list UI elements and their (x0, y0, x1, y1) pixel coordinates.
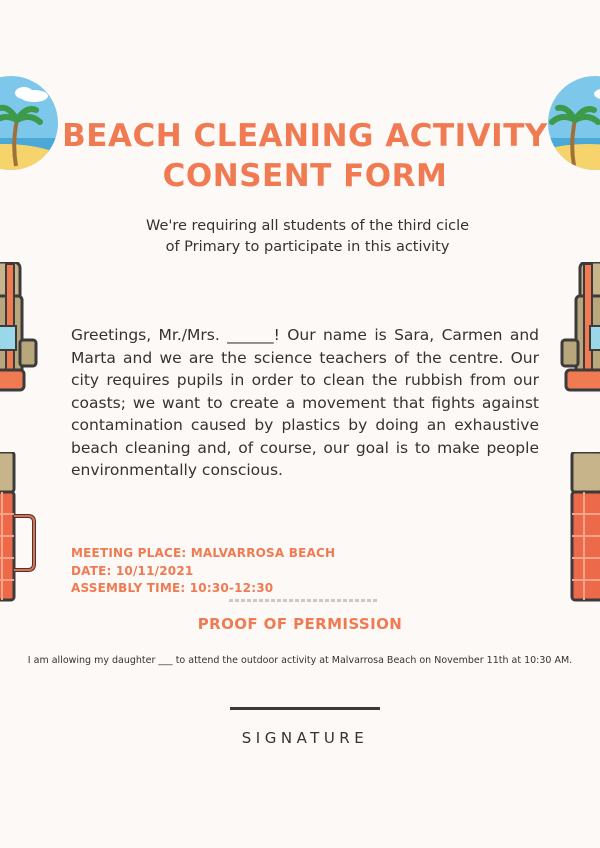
subtitle (100, 216, 515, 258)
permission-statement: I am allowing my daughter ___ to attend the outdoor activity at Malvarrosa Beach on November 11th at 10:30 AM. (27, 655, 573, 666)
event-date: DATE: 10/11/2021 (71, 563, 194, 578)
subtitle-line-1: We're requiring all students of the third cicle (145, 218, 470, 234)
title-line-2: CONSENT FORM (162, 158, 448, 194)
meeting-place: MEETING PLACE: MALVARROSA BEACH (71, 546, 336, 560)
beach-scene-icon (0, 58, 58, 188)
backpack-icon (0, 262, 42, 394)
assembly-time: ASSEMBLY TIME: 10:30-12:30 (71, 581, 274, 595)
signature-label: SIGNATURE (241, 729, 369, 747)
proof-heading: PROOF OF PERMISSION (197, 615, 403, 633)
page-title (60, 116, 550, 196)
title-line-1: BEACH CLEANING ACTIVITY (62, 118, 548, 154)
backpack-icon (558, 262, 600, 394)
greeting-paragraph: Greetings, Mr./Mrs. ______! Our name is Sara, Carmen and Marta and we are the science teachers of the centre. Our city requires pupils in order to clean the rubbish from our coasts; we want to create a movement that fights against contamination caused by plastics by doing an exhaustive beach cleaning and, of course, our goal is to make people environmentally conscious. (71, 326, 539, 479)
signature-line (230, 707, 380, 710)
subtitle-line-2: of Primary to participate in this activity (165, 239, 450, 255)
beach-scene-icon (548, 58, 600, 188)
dotted-divider (229, 599, 379, 602)
thermos-icon (570, 452, 600, 602)
thermos-icon (0, 452, 38, 602)
event-details (71, 545, 391, 598)
